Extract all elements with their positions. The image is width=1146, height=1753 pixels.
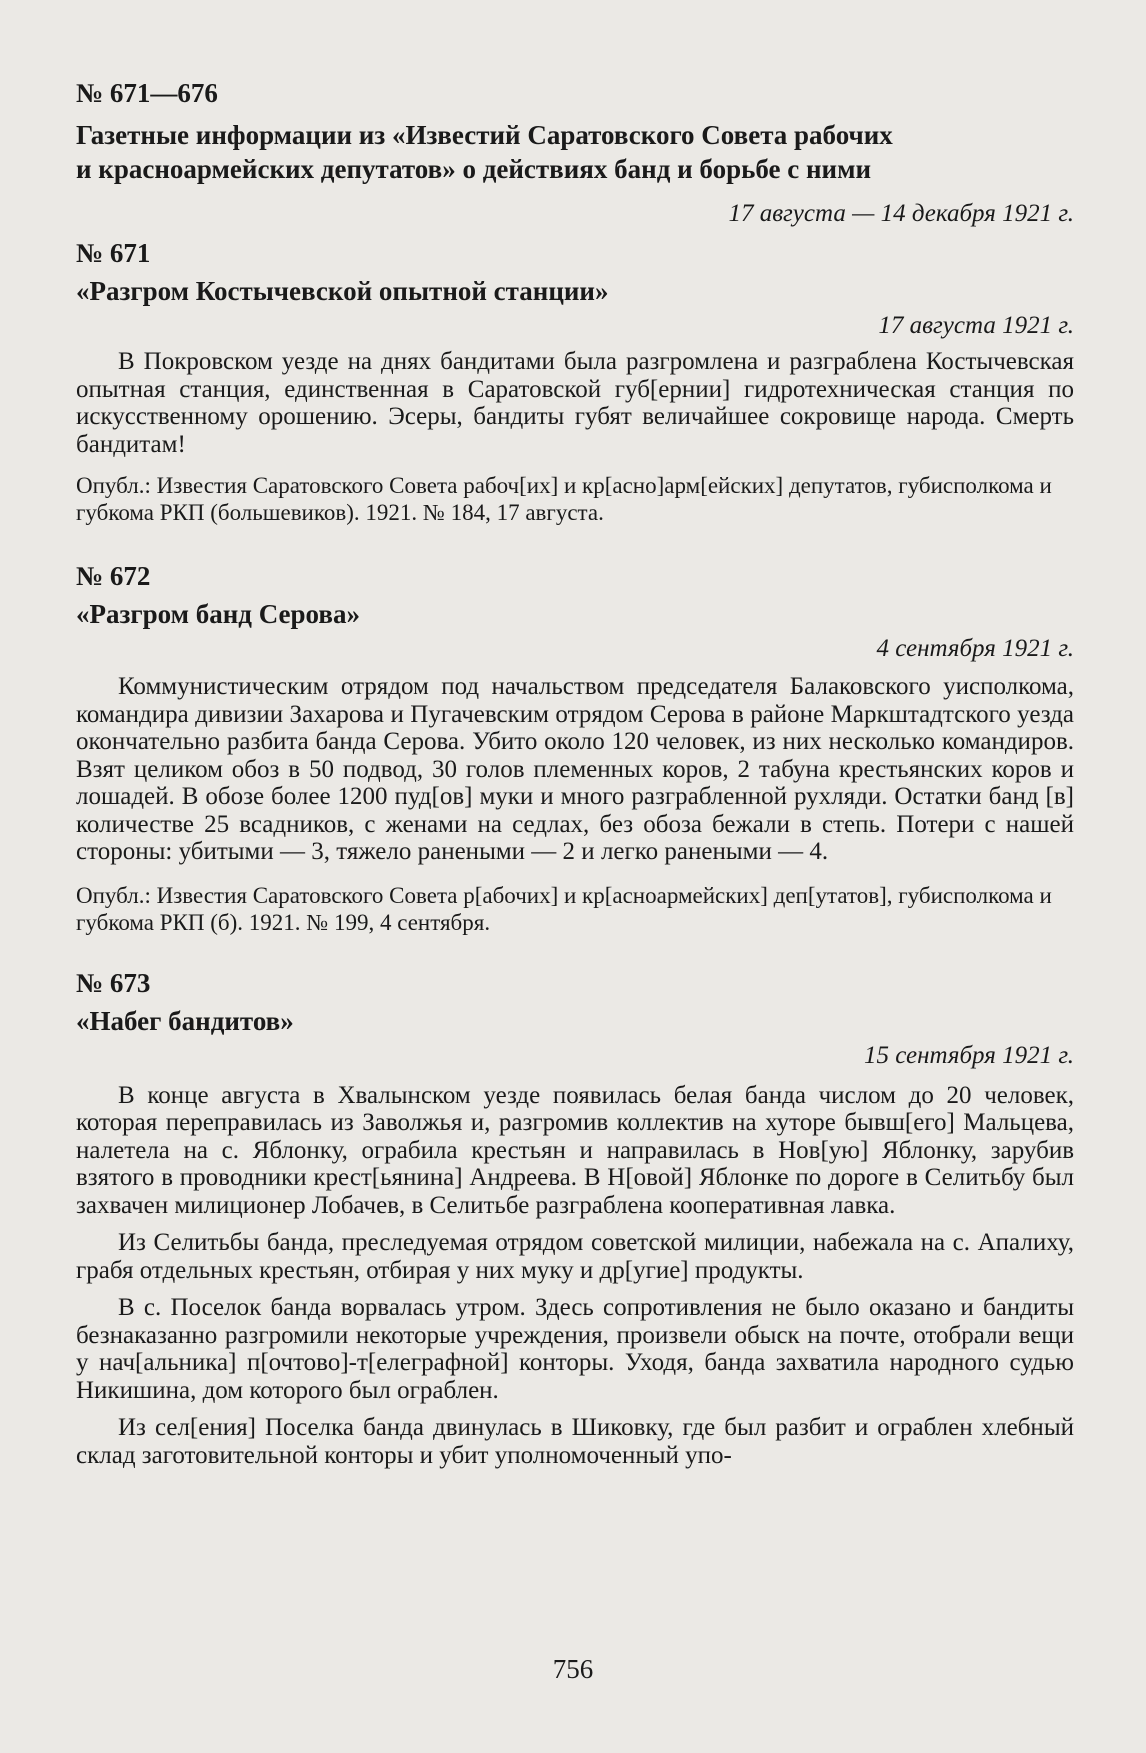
document-date: 17 августа 1921 г. xyxy=(878,312,1074,339)
document-number: № 673 xyxy=(76,967,151,998)
document-672 xyxy=(76,559,1074,936)
document-paragraph: В с. Поселок банда ворвалась утром. Здесь сопротивления не было оказано и бандиты безнаказанно разгромили некоторые учреждения, произвели обыск на почте, отобрали вещи у нач[альника] п[очтово]-т[елеграфной] конторы. Уходя, банда захватила народного судью Никишина, дом которого был ограблен. xyxy=(76,1294,1074,1404)
publication-source: Опубл.: Известия Саратовского Совета р[абочих] и кр[асноармейских] деп[утатов], губисполкома и губкома РКП (б). 1921. № 199, 4 сентября. xyxy=(76,882,1052,935)
document-date: 15 сентября 1921 г. xyxy=(863,1041,1074,1069)
collection-number: № 671—676 xyxy=(76,78,218,108)
document-paragraph: В конце августа в Хвалынском уезде появилась белая банда числом до 20 человек, которая переправилась из Заволжья и, разгромив коллектив на хуторе бывш[его] Мальцева, налетела на с. Яблонку, ограбила крестьян и направилась в Нов[ую] Яблонку, зарубив взятого в проводники крест[ьянина] Андреева. В Н[овой] Яблонке по дороге в Селитьбу был захвачен милиционер Лобачев, в Селитьбе разграблена кооперативная лавка. xyxy=(76,1081,1074,1219)
document-paragraph: Коммунистическим отрядом под начальством председателя Балаковского уисполкома, командира дивизии Захарова и Пугачевским отрядом Серова в районе Маркштадтского уезда окончательно разбита банда Серова. Убито около 120 человек, из них несколько командиров. Взят целиком обоз в 50 подвод, 30 голов племенных коров, 2 табуна крестьянских коров и лошадей. В обозе более 1200 пуд[ов] муки и много разграбленной рухляди. Остатки банд [в] количестве 25 всадников, с женами на седлах, без обоза бежали в степь. Потери с нашей стороны: убитыми — 3, тяжело ранеными — 2 и легко ранеными — 4. xyxy=(76,673,1074,865)
document-paragraph: В Покровском уезде на днях бандитами была разгромлена и разграблена Костычевская опытная станция, единственная в Саратовской губ[ернии] гидротехническая станция по искусственному орошению. Эсеры, бандиты губят величайшее сокровище народа. Смерть бандитам! xyxy=(76,348,1074,458)
document-673 xyxy=(76,966,1074,1470)
document-paragraph: Из Селитьбы банда, преследуемая отрядом советской милиции, набежала на с. Апалиху, грабя отдельных крестьян, отбирая у них муку и др[угие] продукты. xyxy=(76,1229,1074,1284)
document-title: «Разгром банд Серова» xyxy=(76,599,360,629)
document-paragraph: Из сел[ения] Поселка банда двинулась в Шиковку, где был разбит и ограблен хлебный склад заготовительной конторы и убит уполномоченный упо- xyxy=(76,1414,1074,1469)
document-title: «Разгром Костычевской опытной станции» xyxy=(76,276,609,306)
page-number: 756 xyxy=(552,1654,594,1684)
page-content xyxy=(76,76,1074,1469)
document-title: «Набег бандитов» xyxy=(76,1005,294,1036)
collection-date-range: 17 августа — 14 декабря 1921 г. xyxy=(728,200,1074,227)
document-671 xyxy=(76,236,1074,526)
collection-title-line-2: и красноармейских депутатов» о действиях банд и борьбе с ними xyxy=(76,154,872,184)
document-number: № 671 xyxy=(76,238,151,268)
publication-source: Опубл.: Известия Саратовского Совета рабоч[их] и кр[асно]арм[ейских] депутатов, губисполкома и губкома РКП (большевиков). 1921. № 184, 17 августа. xyxy=(76,473,1052,525)
collection-title-line-1: Газетные информации из «Известий Саратовского Совета рабочих xyxy=(76,120,893,150)
document-number: № 672 xyxy=(76,561,151,591)
document-date: 4 сентября 1921 г. xyxy=(876,635,1074,662)
